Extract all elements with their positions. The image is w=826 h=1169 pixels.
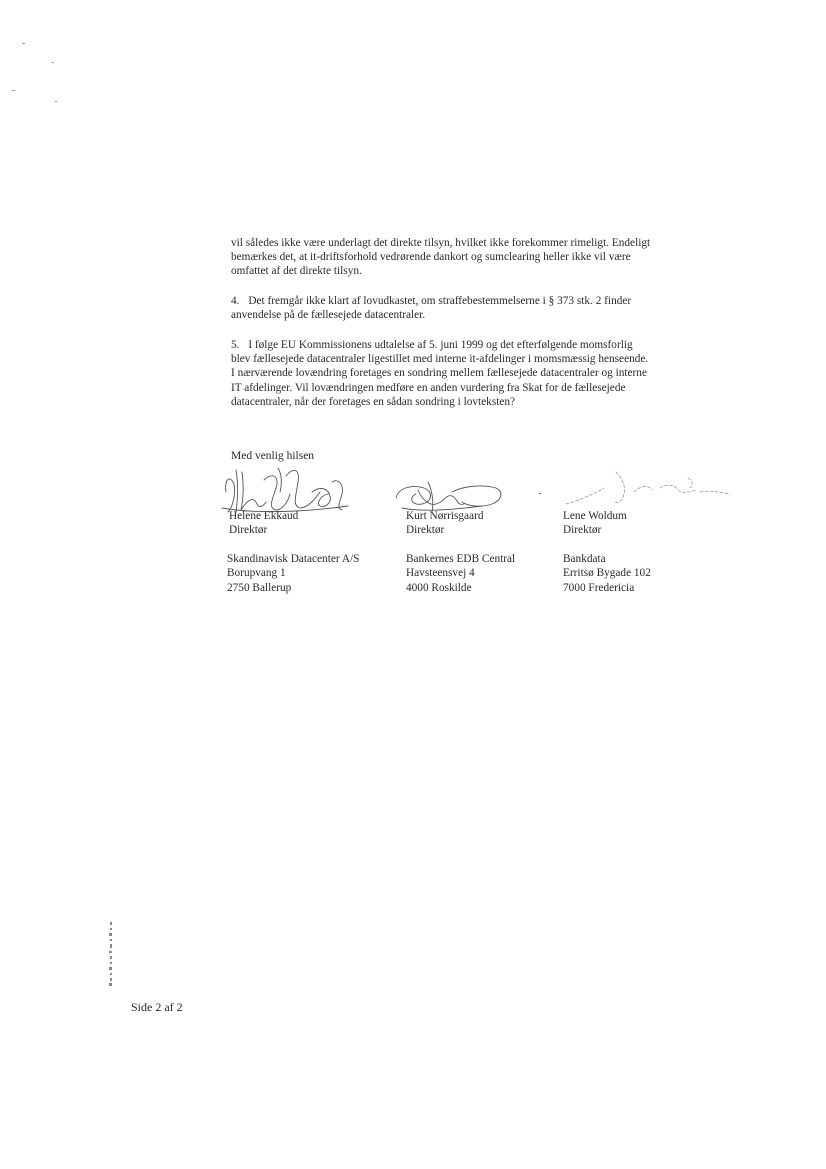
paragraph-line: vil således ikke være underlagt det direkte tilsyn, hvilket ikke forekommer rimeligt. Endeligt [231, 237, 651, 249]
paragraph-line: I følge EU Kommissionens udtalelse af 5. juni 1999 og det efterfølgende momsforlig [248, 339, 633, 351]
signature-lene-woldum [560, 462, 735, 510]
paragraph-continuation [231, 236, 717, 279]
company-name: Bankdata [563, 553, 606, 565]
paragraph-4 [231, 294, 717, 322]
paragraph-line: omfattet af det direkte tilsyn. [231, 265, 362, 278]
signer-block-2 [406, 509, 483, 537]
paragraph-number: 4. [231, 295, 240, 307]
street-address: Havsteensvej 4 [406, 567, 475, 580]
scan-speck [12, 90, 15, 91]
paragraph-line: anvendelse på de fællesejede datacentraler. [231, 309, 426, 322]
paragraph-line: IT afdelinger. Vil lovændringen medføre en anden vurdering fra Skat for de fællesejede [231, 381, 626, 394]
postal-city: 4000 Roskilde [406, 581, 472, 594]
paragraph-line: bemærkes det, at it-driftsforhold vedrørende dankort og sumclearing heller ikke vil være [231, 251, 631, 264]
company-name: Bankernes EDB Central [406, 553, 516, 565]
signer-title: Direktør [563, 524, 602, 536]
signer-name: Lene Woldum [563, 510, 627, 522]
scan-speck [52, 62, 54, 63]
paragraph-line: I nærværende lovændring foretages en sondring mellem fællesejede datacentraler og interne [231, 367, 647, 380]
address-block-3 [563, 552, 651, 595]
scan-speck [55, 101, 57, 102]
scan-speck [22, 43, 25, 44]
street-address: Erritsø Bygade 102 [563, 567, 651, 580]
paragraph-line: Det fremgår ikke klart af lovudkastet, om straffebestemmelserne i § 373 stk. 2 finder [248, 295, 632, 307]
scan-speck [539, 493, 541, 494]
street-address: Borupvang 1 [227, 567, 286, 580]
address-block-2 [406, 552, 515, 595]
postal-city: 7000 Fredericia [563, 581, 635, 594]
signer-block-3 [563, 509, 627, 537]
paragraph-line: datacentraler, når der foretages en sådan sondring i lovteksten? [231, 395, 516, 408]
postal-city: 2750 Ballerup [227, 581, 292, 594]
signer-title: Direktør [406, 524, 445, 536]
signer-block-1 [229, 509, 298, 537]
paragraph-line: blev fællesejede datacentraler ligestillet med interne it-afdelinger i momsmæssig henseende. [231, 353, 649, 366]
company-name: Skandinavisk Datacenter A/S [227, 553, 360, 565]
page-number: Side 2 af 2 [131, 1000, 183, 1014]
signer-title: Direktør [229, 524, 268, 536]
address-block-1 [227, 552, 359, 595]
closing-greeting: Med venlig hilsen [231, 450, 315, 462]
signer-name: Helene Ekkaud [229, 510, 299, 522]
paragraph-5 [231, 338, 717, 409]
signer-name: Kurt Nørrisgaard [406, 510, 484, 522]
paragraph-number: 5. [231, 339, 240, 351]
fax-header-mark [108, 922, 114, 986]
